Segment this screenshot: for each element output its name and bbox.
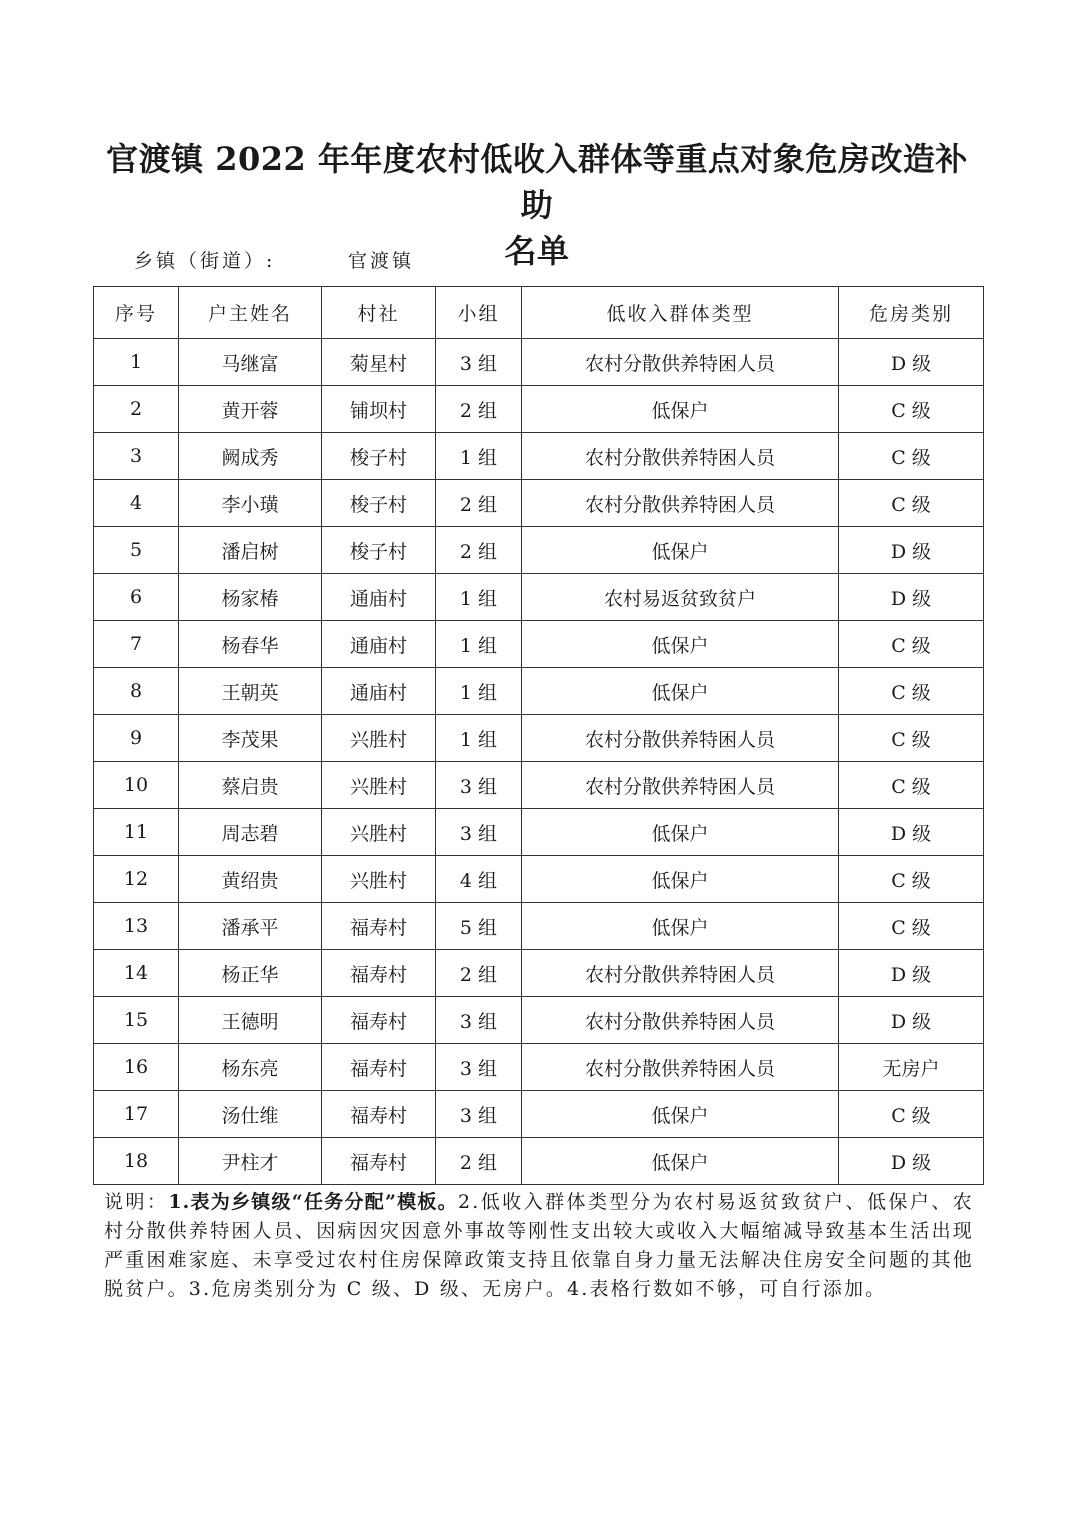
cell-village: 兴胜村 xyxy=(322,809,436,856)
cell-category: 低保户 xyxy=(522,903,839,950)
cell-householder: 黄开蓉 xyxy=(179,386,322,433)
cell-danger-level: D 级 xyxy=(839,809,984,856)
cell-village: 兴胜村 xyxy=(322,715,436,762)
cell-group: 2 组 xyxy=(436,527,522,574)
cell-category: 农村分散供养特困人员 xyxy=(522,997,839,1044)
cell-danger-level: C 级 xyxy=(839,386,984,433)
cell-index: 9 xyxy=(94,715,179,762)
header-householder: 户主姓名 xyxy=(179,287,322,339)
cell-danger-level: D 级 xyxy=(839,574,984,621)
cell-danger-level: 无房户 xyxy=(839,1044,984,1091)
cell-group: 2 组 xyxy=(436,950,522,997)
cell-group: 3 组 xyxy=(436,762,522,809)
cell-householder: 马继富 xyxy=(179,339,322,386)
cell-danger-level: C 级 xyxy=(839,621,984,668)
cell-village: 梭子村 xyxy=(322,527,436,574)
header-group: 小组 xyxy=(436,287,522,339)
township-info xyxy=(134,246,415,273)
cell-danger-level: D 级 xyxy=(839,997,984,1044)
cell-category: 农村分散供养特困人员 xyxy=(522,715,839,762)
header-category: 低收入群体类型 xyxy=(522,287,839,339)
cell-index: 12 xyxy=(94,856,179,903)
table-row xyxy=(94,997,984,1044)
cell-danger-level: C 级 xyxy=(839,903,984,950)
cell-index: 6 xyxy=(94,574,179,621)
table-row xyxy=(94,621,984,668)
cell-index: 1 xyxy=(94,339,179,386)
cell-danger-level: C 级 xyxy=(839,762,984,809)
cell-householder: 王德明 xyxy=(179,997,322,1044)
cell-index: 11 xyxy=(94,809,179,856)
cell-index: 10 xyxy=(94,762,179,809)
cell-danger-level: C 级 xyxy=(839,480,984,527)
cell-village: 福寿村 xyxy=(322,1091,436,1138)
table-row xyxy=(94,668,984,715)
cell-index: 3 xyxy=(94,433,179,480)
cell-category: 农村分散供养特困人员 xyxy=(522,339,839,386)
cell-category: 农村易返贫致贫户 xyxy=(522,574,839,621)
cell-group: 5 组 xyxy=(436,903,522,950)
notes-body: 2.低收入群体类型分为农村易返贫致贫户、低保户、农村分散供养特困人员、因病因灾因意外事故等刚性支出较大或收入大幅缩减导致基本生活出现严重困难家庭、未享受过农村住房保障政策支持且依靠自身力量无法解决住房安全问题的其他脱贫户。3.危房类别分为 C 级、D 级、无房户。4.表格行数如不够，可自行添加。 xyxy=(104,1191,974,1300)
cell-category: 低保户 xyxy=(522,1091,839,1138)
table-row xyxy=(94,903,984,950)
cell-category: 低保户 xyxy=(522,856,839,903)
cell-index: 2 xyxy=(94,386,179,433)
cell-danger-level: D 级 xyxy=(839,527,984,574)
cell-village: 兴胜村 xyxy=(322,762,436,809)
table-header-row xyxy=(94,287,984,339)
cell-householder: 尹柱才 xyxy=(179,1138,322,1185)
cell-householder: 李茂果 xyxy=(179,715,322,762)
cell-category: 低保户 xyxy=(522,1138,839,1185)
title-line-2: 名单 xyxy=(504,232,570,270)
cell-group: 2 组 xyxy=(436,386,522,433)
cell-danger-level: C 级 xyxy=(839,668,984,715)
table-row xyxy=(94,762,984,809)
cell-group: 3 组 xyxy=(436,1091,522,1138)
cell-group: 1 组 xyxy=(436,715,522,762)
cell-index: 17 xyxy=(94,1091,179,1138)
cell-village: 菊星村 xyxy=(322,339,436,386)
table-row xyxy=(94,715,984,762)
cell-group: 3 组 xyxy=(436,809,522,856)
cell-householder: 黄绍贵 xyxy=(179,856,322,903)
cell-category: 农村分散供养特困人员 xyxy=(522,1044,839,1091)
subsidy-table xyxy=(93,286,984,1185)
notes-prefix: 说明： xyxy=(104,1191,169,1213)
cell-category: 农村分散供养特困人员 xyxy=(522,762,839,809)
cell-group: 1 组 xyxy=(436,433,522,480)
cell-householder: 杨东亮 xyxy=(179,1044,322,1091)
cell-householder: 阙成秀 xyxy=(179,433,322,480)
notes-bold: 1.表为乡镇级“任务分配”模板。 xyxy=(168,1191,458,1213)
cell-householder: 潘承平 xyxy=(179,903,322,950)
cell-householder: 李小璜 xyxy=(179,480,322,527)
cell-category: 低保户 xyxy=(522,386,839,433)
table-body xyxy=(94,339,984,1185)
cell-village: 福寿村 xyxy=(322,997,436,1044)
table-row xyxy=(94,856,984,903)
header-danger-level: 危房类别 xyxy=(839,287,984,339)
cell-group: 2 组 xyxy=(436,480,522,527)
cell-village: 兴胜村 xyxy=(322,856,436,903)
cell-index: 14 xyxy=(94,950,179,997)
cell-group: 1 组 xyxy=(436,621,522,668)
cell-group: 3 组 xyxy=(436,1044,522,1091)
cell-index: 8 xyxy=(94,668,179,715)
cell-village: 通庙村 xyxy=(322,668,436,715)
cell-index: 13 xyxy=(94,903,179,950)
cell-category: 农村分散供养特困人员 xyxy=(522,950,839,997)
cell-village: 福寿村 xyxy=(322,1138,436,1185)
cell-village: 福寿村 xyxy=(322,903,436,950)
cell-danger-level: C 级 xyxy=(839,715,984,762)
township-value: 官渡镇 xyxy=(348,250,415,272)
cell-danger-level: C 级 xyxy=(839,433,984,480)
township-label: 乡镇（街道）: xyxy=(134,250,276,272)
cell-group: 2 组 xyxy=(436,1138,522,1185)
cell-householder: 潘启树 xyxy=(179,527,322,574)
cell-category: 农村分散供养特困人员 xyxy=(522,433,839,480)
table-row xyxy=(94,809,984,856)
table-row xyxy=(94,386,984,433)
cell-village: 通庙村 xyxy=(322,574,436,621)
cell-index: 16 xyxy=(94,1044,179,1091)
cell-group: 3 组 xyxy=(436,997,522,1044)
cell-category: 低保户 xyxy=(522,527,839,574)
table-row xyxy=(94,950,984,997)
cell-danger-level: C 级 xyxy=(839,1091,984,1138)
cell-householder: 蔡启贵 xyxy=(179,762,322,809)
cell-group: 1 组 xyxy=(436,574,522,621)
header-village: 村社 xyxy=(322,287,436,339)
cell-householder: 杨春华 xyxy=(179,621,322,668)
cell-householder: 杨正华 xyxy=(179,950,322,997)
cell-village: 铺坝村 xyxy=(322,386,436,433)
cell-category: 低保户 xyxy=(522,621,839,668)
cell-group: 3 组 xyxy=(436,339,522,386)
table-row xyxy=(94,527,984,574)
cell-index: 15 xyxy=(94,997,179,1044)
cell-index: 7 xyxy=(94,621,179,668)
cell-index: 5 xyxy=(94,527,179,574)
cell-householder: 周志碧 xyxy=(179,809,322,856)
cell-village: 梭子村 xyxy=(322,433,436,480)
cell-village: 通庙村 xyxy=(322,621,436,668)
table-row xyxy=(94,574,984,621)
cell-danger-level: D 级 xyxy=(839,950,984,997)
table-row xyxy=(94,1091,984,1138)
table-row xyxy=(94,1044,984,1091)
cell-danger-level: D 级 xyxy=(839,1138,984,1185)
cell-householder: 王朝英 xyxy=(179,668,322,715)
table-row xyxy=(94,1138,984,1185)
cell-danger-level: C 级 xyxy=(839,856,984,903)
cell-index: 18 xyxy=(94,1138,179,1185)
table-row xyxy=(94,433,984,480)
table-row xyxy=(94,480,984,527)
cell-householder: 汤仕维 xyxy=(179,1091,322,1138)
cell-category: 农村分散供养特困人员 xyxy=(522,480,839,527)
header-index: 序号 xyxy=(94,287,179,339)
cell-danger-level: D 级 xyxy=(839,339,984,386)
cell-village: 福寿村 xyxy=(322,1044,436,1091)
cell-index: 4 xyxy=(94,480,179,527)
table-row xyxy=(94,339,984,386)
cell-group: 4 组 xyxy=(436,856,522,903)
cell-householder: 杨家椿 xyxy=(179,574,322,621)
cell-category: 低保户 xyxy=(522,809,839,856)
cell-group: 1 组 xyxy=(436,668,522,715)
cell-village: 梭子村 xyxy=(322,480,436,527)
cell-village: 福寿村 xyxy=(322,950,436,997)
notes xyxy=(104,1188,974,1304)
cell-category: 低保户 xyxy=(522,668,839,715)
title-line-1: 官渡镇 2022 年年度农村低收入群体等重点对象危房改造补助 xyxy=(106,140,968,224)
